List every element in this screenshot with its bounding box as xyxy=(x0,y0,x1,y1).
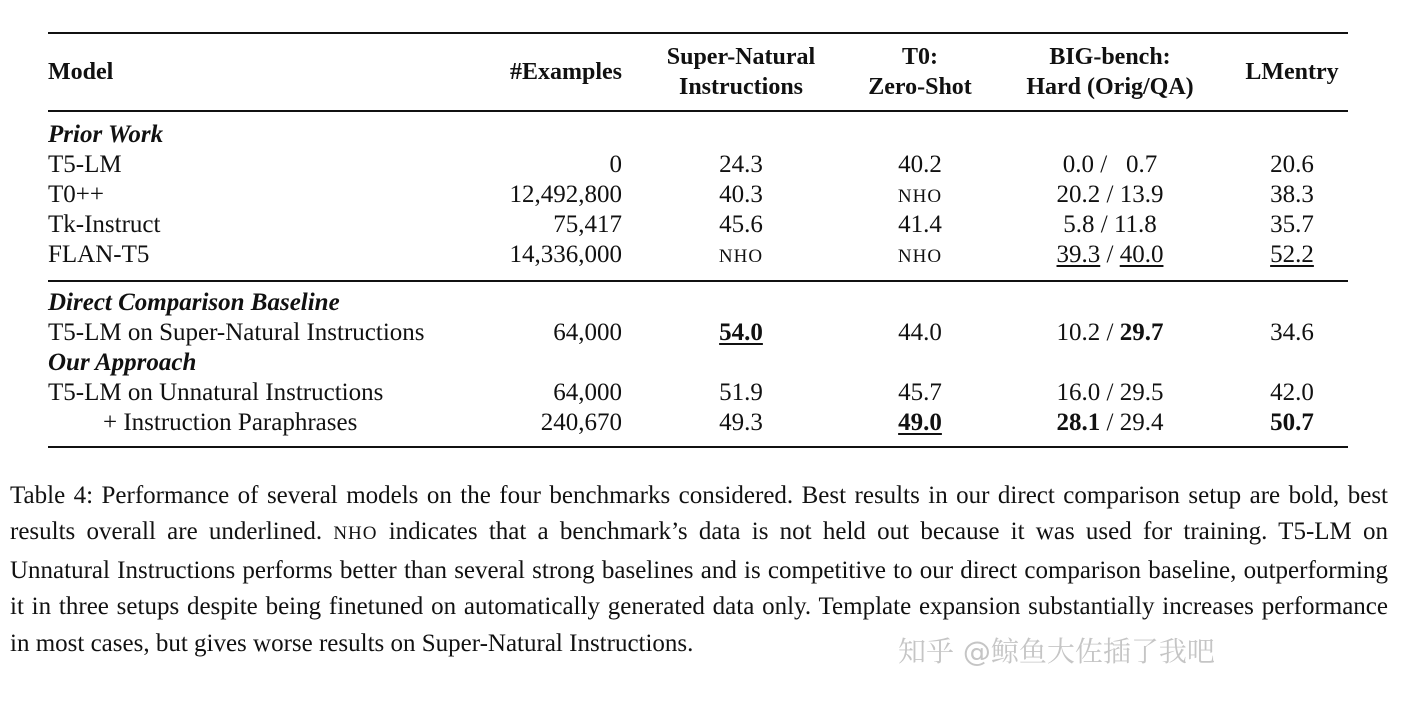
header-examples: #Examples xyxy=(509,59,622,85)
mid-rule xyxy=(48,280,1348,282)
row-tk-model: Tk-Instruct xyxy=(48,211,161,238)
row-flan-model: FLAN-T5 xyxy=(48,241,150,268)
row-t5sni-lmentry: 34.6 xyxy=(1270,319,1314,346)
header-rule xyxy=(48,110,1348,112)
header-sni-line1: Super-Natural xyxy=(666,44,816,70)
row-flan-sni: NHO xyxy=(718,246,764,267)
row-t0pp-bigbench: 20.2 / 13.9 xyxy=(1056,181,1164,208)
section-our-approach: Our Approach xyxy=(48,349,197,376)
row-tk-t0: 41.4 xyxy=(898,211,942,238)
row-tk-lmentry: 35.7 xyxy=(1270,211,1314,238)
row-flan-examples: 14,336,000 xyxy=(509,241,622,268)
row-t5sni-bigbench: 10.2 / 29.7 xyxy=(1056,319,1164,346)
row-t5sni-t0: 44.0 xyxy=(898,319,942,346)
row-t0pp-sni: 40.3 xyxy=(719,181,763,208)
header-model: Model xyxy=(48,59,114,85)
row-t5sni-examples: 64,000 xyxy=(553,319,622,346)
bottom-rule xyxy=(48,446,1348,448)
row-t0pp-model: T0++ xyxy=(48,181,104,208)
row-para-sni: 49.3 xyxy=(719,409,763,436)
row-para-model: + Instruction Paraphrases xyxy=(103,409,358,436)
row-t5lm-t0: 40.2 xyxy=(898,151,942,178)
row-t5ui-lmentry: 42.0 xyxy=(1270,379,1314,406)
row-t0pp-lmentry: 38.3 xyxy=(1270,181,1314,208)
header-bigbench-line2: Hard (Orig/QA) xyxy=(1026,74,1194,100)
header-bigbench-line1: BIG-bench: xyxy=(1049,44,1171,70)
section-prior-work: Prior Work xyxy=(48,121,164,148)
row-t5lm-model: T5-LM xyxy=(48,151,122,178)
row-t5sni-sni: 54.0 xyxy=(719,319,763,346)
row-tk-sni: 45.6 xyxy=(719,211,763,238)
header-sni-line2: Instructions xyxy=(678,74,804,100)
row-para-lmentry: 50.7 xyxy=(1270,409,1314,436)
header-t0-line2: Zero-Shot xyxy=(868,74,972,100)
row-flan-bigbench: 39.3 / 40.0 xyxy=(1056,241,1164,268)
watermark: 知乎 @鲸鱼大佐插了我吧 xyxy=(898,635,1215,668)
row-t5lm-examples: 0 xyxy=(609,151,622,178)
row-flan-lmentry: 52.2 xyxy=(1270,241,1314,268)
top-rule xyxy=(48,32,1348,34)
row-para-examples: 240,670 xyxy=(540,409,622,436)
row-para-t0: 49.0 xyxy=(898,409,942,436)
row-t5ui-sni: 51.9 xyxy=(719,379,763,406)
row-t5lm-bigbench: 0.0 / 0.7 xyxy=(1062,151,1158,178)
row-t5ui-model: T5-LM on Unnatural Instructions xyxy=(48,379,384,406)
row-tk-examples: 75,417 xyxy=(553,211,622,238)
row-flan-t0: NHO xyxy=(897,246,943,267)
header-t0-line1: T0: xyxy=(902,44,938,70)
header-lmentry: LMentry xyxy=(1245,59,1339,85)
row-t5lm-lmentry: 20.6 xyxy=(1270,151,1314,178)
row-t5sni-model: T5-LM on Super-Natural Instructions xyxy=(48,319,425,346)
section-direct-comparison: Direct Comparison Baseline xyxy=(48,289,340,316)
row-t5ui-bigbench: 16.0 / 29.5 xyxy=(1056,379,1164,406)
row-t0pp-examples: 12,492,800 xyxy=(509,181,622,208)
table-caption: Table 4: Performance of several models on the four benchmarks considered. Best results in our direct comparison setup are bold, best results overall are underlined. NHO indicates that a benchmark’s data is not held out because it was used for training. T5-LM on Unnatural Instructions performs better than several strong baselines and is competitive to our direct comparison baseline, outperforming it in three setups despite being finetuned on automatically generated data only. Template expansion substantially increases performance in most cases, but gives worse results on Super-Natural Instructions. xyxy=(10,482,1389,657)
row-para-bigbench: 28.1 / 29.4 xyxy=(1056,409,1164,436)
row-tk-bigbench: 5.8 / 11.8 xyxy=(1063,211,1157,238)
row-t5lm-sni: 24.3 xyxy=(719,151,763,178)
row-t0pp-t0: NHO xyxy=(897,186,943,207)
row-t5ui-examples: 64,000 xyxy=(553,379,622,406)
row-t5ui-t0: 45.7 xyxy=(898,379,942,406)
